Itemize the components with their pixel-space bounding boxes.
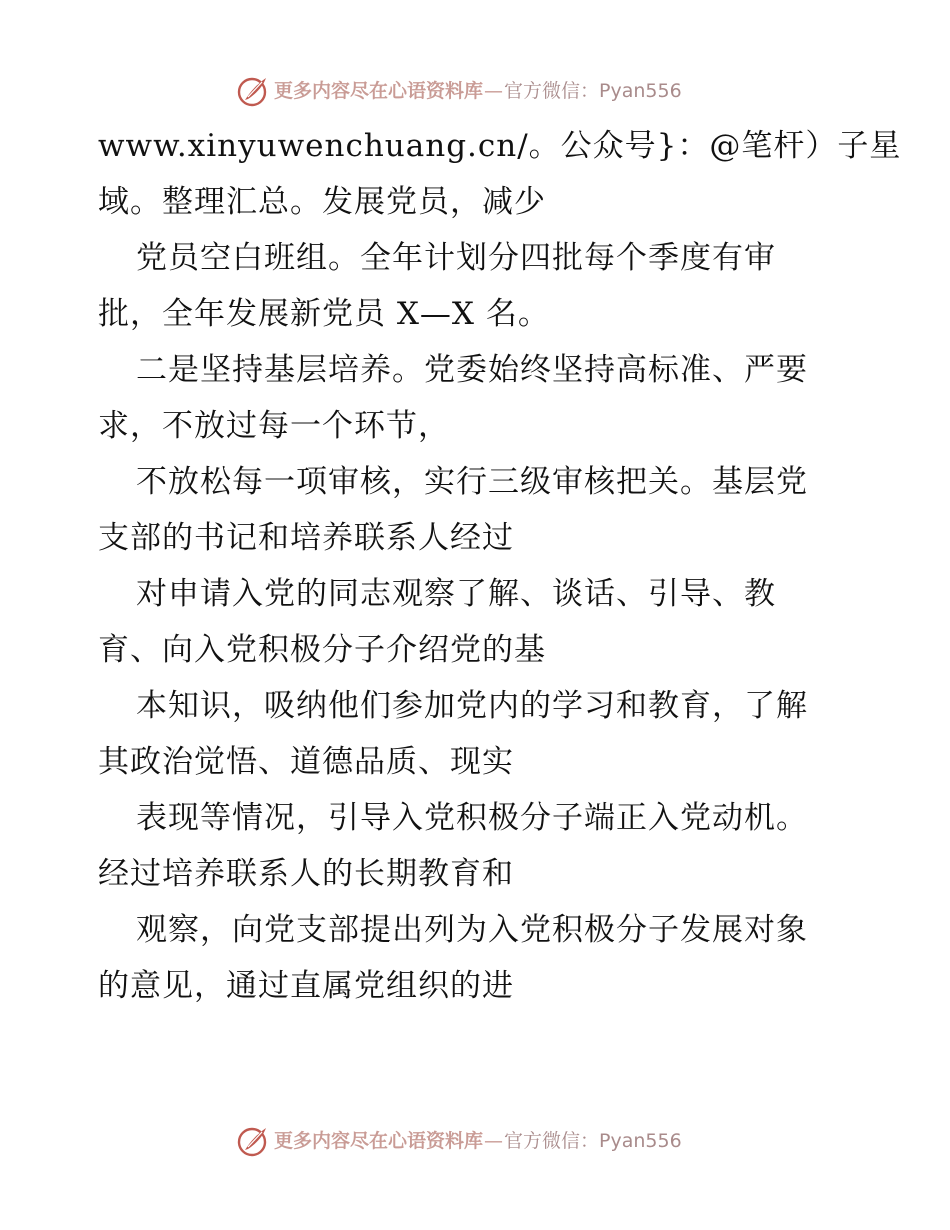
text-line-16: 的意见，通过直属党组织的进: [98, 968, 514, 1004]
document-body: [98, 118, 902, 1014]
footer-banner: [236, 1124, 682, 1158]
text-line-7-content: 不放松每一项审核，实行三级审核把关。基层党: [136, 464, 808, 500]
banner-dash: —: [484, 79, 504, 102]
feather-pen-circle-icon: [236, 74, 270, 108]
text-line-3: [98, 230, 858, 286]
text-line-9: [98, 566, 858, 622]
text-line-6: 求，不放过每一个环节，: [98, 408, 450, 444]
text-line-11: [98, 678, 858, 734]
text-line-7: [98, 454, 858, 510]
text-line-1: www.xinyuwenchuang.cn/。公众号}：@笔杆）子星: [98, 128, 902, 164]
text-line-13: [98, 790, 858, 846]
text-line-2: 域。整理汇总。发展党员，减少: [98, 184, 546, 220]
text-line-15-content: 观察，向党支部提出列为入党积极分子发展对象: [136, 912, 808, 948]
text-line-10: 育、向入党积极分子介绍党的基: [98, 632, 546, 668]
text-line-14: 经过培养联系人的长期教育和: [98, 856, 514, 892]
footer-banner-slogan: 更多内容尽在心语资料库: [274, 1129, 484, 1152]
header-banner: [236, 74, 682, 108]
footer-banner-wechat-id: Pyan556: [599, 1129, 682, 1152]
text-line-15: [98, 902, 858, 958]
banner-wechat-id: Pyan556: [599, 79, 682, 102]
text-line-3-content: 党员空白班组。全年计划分四批每个季度有审: [136, 240, 776, 276]
text-line-12: 其政治觉悟、道德品质、现实: [98, 744, 514, 780]
text-line-11-content: 本知识，吸纳他们参加党内的学习和教育，了解: [136, 688, 808, 724]
text-line-8: 支部的书记和培养联系人经过: [98, 520, 514, 556]
footer-banner-wechat-label: 官方微信：: [504, 1129, 600, 1152]
text-line-13-content: 表现等情况，引导入党积极分子端正入党动机。: [136, 800, 808, 836]
banner-slogan: 更多内容尽在心语资料库: [274, 79, 484, 102]
feather-pen-circle-icon: [236, 1124, 270, 1158]
text-line-9-content: 对申请入党的同志观察了解、谈话、引导、教: [136, 576, 776, 612]
text-line-5-content: 二是坚持基层培养。党委始终坚持高标准、严要: [136, 352, 808, 388]
text-line-5: [98, 342, 858, 398]
text-line-4: 批，全年发展新党员 X—X 名。: [98, 296, 550, 332]
footer-banner-dash: —: [484, 1129, 504, 1152]
banner-wechat-label: 官方微信：: [504, 79, 600, 102]
